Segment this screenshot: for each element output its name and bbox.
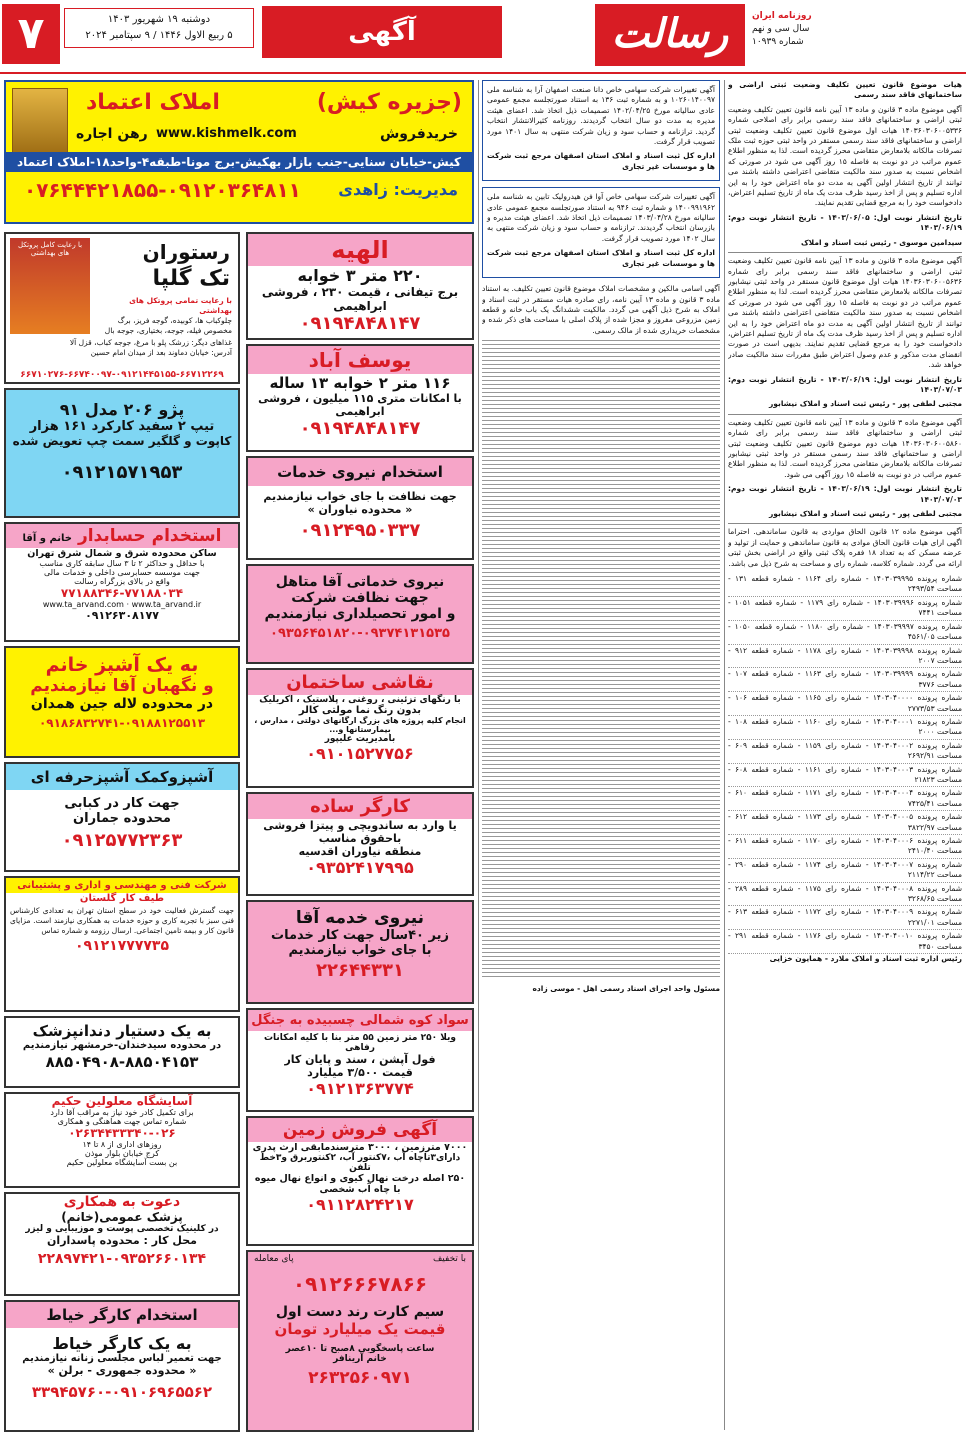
ad-badge: با رعایت کامل پروتکل های بهداشتی — [17, 241, 83, 257]
ad-title: استخدام نیروی خدمات — [248, 458, 472, 486]
ad-servant — [246, 900, 474, 1004]
ad-text: با حداقل و حداکثر ۲ تا ۳ سال سابقه کاری مناسب — [39, 559, 205, 568]
ad-married-worker — [246, 564, 474, 664]
ad-title: (جزیره کیش) — [316, 90, 462, 115]
ad-phone: ۰۹۱۲۶۶۶۷۸۶۶ — [292, 1272, 428, 1296]
ad-text: چلوکباب ها، کوبیده، گوجه فریز، برگ مخصوص فیله، جوجه، بختیاری، جوجه بال — [104, 316, 232, 335]
ad-text: خانم آرینافر — [333, 1354, 387, 1364]
ad-text: « محدوده نیاوران » — [307, 503, 413, 516]
ad-title: پژو ۲۰۶ مدل ۹۱ — [59, 400, 185, 419]
ad-text: پزشک عمومی(خانم) — [61, 1210, 183, 1224]
ad-phone: ۰۲۶۳۴۴۳۳۳۴۰-۰۲۶ — [68, 1126, 176, 1140]
notice-signature: مسئول واحد اجرای اسناد رسمی اهل - موسی زاده — [532, 984, 720, 994]
ad-text: ۱۱۶ متر ۲ خوابه ۱۳ ساله — [269, 374, 451, 392]
ad-doctor — [4, 1192, 240, 1296]
notice-table-row: شماره پرونده ۱۴۰۳۰۴۰۰۰۳ - شماره رای ۱۱۶۱ - شماره قطعه ۶۰۸ - مساحت ۲۱۸۲۳ — [728, 764, 962, 788]
ad-url: www.ta_arvand.ir — [131, 600, 202, 609]
notice-signature: اداره کل ثبت اسناد و املاک استان اصفهان مرجع ثبت شرکت ها و موسسات غیر تجاری — [487, 151, 715, 171]
notice-table-row: شماره پرونده ۱۴۰۳۰۴۰۰۰۷ - شماره رای ۱۱۷۴ - شماره قطعه ۲۹۰ - مساحت ۲۱۱۴/۲۲ — [728, 859, 962, 883]
ad-phone: ۰۹۳۵۲۴۱۷۹۹۵ — [306, 858, 414, 877]
header-rule — [0, 72, 966, 74]
ad-text: محدوده جماران — [73, 811, 171, 826]
ad-villa — [246, 1008, 474, 1112]
ad-url: www.kishmelk.com — [156, 126, 297, 141]
notice-signature: اداره کل ثبت اسناد و املاک استان اصفهان مرجع ثبت شرکت ها و موسسات غیر تجاری — [487, 248, 715, 268]
ad-text: غذاهای دیگر: زرشک پلو با مرغ، جوجه کباب، قزل آلا — [69, 338, 232, 347]
ad-painting — [246, 668, 474, 788]
ad-text: جهت تعمیر لباس مجلسی زنانه نیازمندیم — [22, 1353, 222, 1364]
notice-table-row: شماره پرونده ۱۴۰۳۰۳۹۹۹۹ - شماره رای ۱۱۶۳ - شماره قطعه ۱۰۷ - مساحت ۳۷۷۶ — [728, 668, 962, 692]
ad-title: آگهی فروش زمین — [248, 1118, 472, 1142]
ad-text: با چاه آب شخصی — [319, 1184, 401, 1195]
ad-text: جهت گسترش فعالیت خود در سطح استان تهران به تعدادی کارشناس فنی سبز با تجربه کاری و حوزه خدمات به همکاری نیازمند است. مزایای قانون کار و بیمه تامین اجتماعی. ارسال رزومه و شماره تماس — [10, 906, 234, 935]
ad-text: زیر ۴۰سال جهت کار خدمات — [271, 928, 449, 943]
ad-text: در محدوده سیدخندان-خرمشهر نیازمندیم — [22, 1040, 222, 1051]
ad-address: کیش-خیابان سنایی-جنب بازار بهکیش-برج مونا-طبقه۴-واحد۱۸-املاک اعتماد — [6, 152, 472, 172]
ad-text: رهن اجاره — [76, 126, 148, 142]
ad-text: ۲۵۰ اصله درخت نهال کیوی و انواع نهال میوه — [254, 1173, 466, 1184]
ad-text: کرج خیابان بلوار موذن — [84, 1149, 160, 1158]
ad-title: استخدام کارگر خیاط — [6, 1302, 238, 1328]
ad-text: قیمت یک میلیارد تومان — [274, 1320, 446, 1338]
ad-title: املاک اعتماد — [86, 90, 220, 115]
ad-text: ساکن محدوده شرق و شمال شرق تهران — [27, 548, 217, 559]
company-notices-column — [482, 80, 720, 1430]
notice-body: آگهی تغییرات شرکت سهامی خاص آوا فن هیدرولیک تابین به شناسه ملی ۱۴۰۰۹۹۱۹۶۲ و شماره ثبت ۹۴۶ به استناد صورتجلسه مجمع عمومی عادی سالیانه مورخ ۱۴۰۳/۰۴/۲۸ تصمیمات ذیل اتخاذ شد. اعضای هیئت مدیره و بازرسان انتخاب گردیدند. ترازنامه و حساب سود و زیان شرکت منتهی به سال ۱۴۰۲ مورد تصویب قرار گرفت. — [487, 192, 715, 243]
ad-chef — [4, 646, 240, 758]
brand: روزنامه ایران — [752, 11, 812, 21]
ad-text: دارای۳تاچاه آب ،۷کنتور آب، ۲کنتوربرق و۳خط تلفن — [259, 1153, 461, 1173]
ad-peugeot — [4, 388, 240, 518]
ad-sandwich-worker — [246, 792, 474, 896]
notice-table-row: شماره پرونده ۱۴۰۳۰۴۰۰۰۴ - شماره رای ۱۱۷۱ - شماره قطعه ۶۱۰ - مساحت ۷۴۲۵/۴۱ — [728, 787, 962, 811]
food-photo — [10, 238, 90, 334]
ad-text: و امور تحصیلداری نیازمندیم — [264, 606, 456, 622]
ad-text: بدون رنگ نما مولتی کالر — [298, 705, 422, 716]
company-notice — [482, 187, 720, 278]
ad-title: آشپزوکمک آشپزحرفه ای — [6, 764, 238, 790]
ad-url: www.ta_arvand.com — [42, 600, 124, 609]
ad-tailor — [4, 1300, 240, 1432]
ad-sim-card — [246, 1250, 474, 1432]
ad-phone: ۰۹۱۲۱۵۷۱۹۵۳ — [61, 462, 183, 483]
notice-signature: مجتبی لطفی پور - رئیس ثبت اسناد و املاک نیشابور — [768, 509, 962, 519]
notice-signature: مجتبی لطفی پور - رئیس ثبت اسناد و املاک نیشابور — [768, 399, 962, 409]
date-persian: دوشنبه ۱۹ شهریور ۱۴۰۳ — [107, 14, 211, 25]
notice-body: آگهی موضوع ماده ۳ قانون و ماده ۱۳ آیین نامه قانون تعیین تکلیف وضعیت ثبتی اراضی و ساختمانهای فاقد سند رسمی برابر رای شماره ۱۴۰۳۶۰۳۰۶۰۰۵۶۳۶ هیات اول موضوع قانون مستقر در واحد ثبتی نیشابور تصرفات مالکانه بلامعارض متقاضی محرز گردیده است. لذا به منظور اطلاع عموم مراتب در دو نوبت به فاصله ۱۵ روز آگهی می شود در صورتی که اشخاص نسبت به صدور سند مالکیت متقاضی اعتراضی داشته باشند می توانند از تاریخ انتشار اولین آگهی به مدت دو ماه اعتراض خود را به این اداره تسلیم و پس از اخذ رسید ظرف مدت یک ماه از تاریخ تسلیم اعتراض، دادخواست خود را به مرجع قضایی تقدیم نمایند. بدیهی است در صورت انقضای مدت مذکور و عدم وصول اعتراض طبق مقررات سند مالکیت صادر خواهد شد. — [728, 256, 962, 370]
ad-elahieh — [246, 232, 474, 340]
ad-tech-company — [4, 876, 240, 1012]
ad-phone: ۳۳۹۴۵۷۶۰-۰۹۱۰۶۹۶۵۵۶۲ — [31, 1383, 213, 1401]
ad-title: تک گلپا — [152, 266, 230, 291]
ad-text: شماره تماس جهت هماهنگی و همکاری — [57, 1117, 187, 1126]
ad-text: با جای خواب نیازمندیم — [288, 943, 432, 958]
issue-date — [64, 8, 254, 48]
ad-phone: ۷۷۱۸۸۳۴۶-۷۷۱۸۸۰۳۴ — [60, 586, 184, 600]
ad-title: استخدام حسابدار — [77, 526, 222, 546]
date-other: ۵ ربیع الاول ۱۴۴۶ / ۹ سپتامبر ۲۰۲۴ — [85, 30, 233, 41]
ad-cleaners — [246, 456, 474, 560]
masthead — [0, 0, 966, 75]
building-icon — [12, 88, 68, 158]
ad-text: منطقه نیاوران اقدسیه — [298, 845, 422, 858]
ad-phone: ۰۹۱۲۶۳۰۸۱۷۷ — [85, 609, 159, 622]
notice-table-row: شماره پرونده ۱۴۰۳۰۴۰۰۰۰ - شماره رای ۱۱۶۵ - شماره قطعه ۱۰۶ - مساحت ۲۷۷۳/۵۳ — [728, 692, 962, 716]
notice-table-row: شماره پرونده ۱۴۰۳۰۴۰۰۰۵ - شماره رای ۱۱۷۳ - شماره قطعه ۶۱۲ - مساحت ۳۸۲۲/۹۷ — [728, 811, 962, 835]
ad-text: تیپ ۲ سفید کارکرد ۱۶۱ هزار — [29, 419, 215, 434]
ad-land-sale — [246, 1116, 474, 1246]
ad-text: در کلینیک تخصصی پوست و موزیبایی و لیزر — [25, 1224, 219, 1234]
ad-accountant: استخدام حسابدار خانم و آقا ساکن محدوده شرق و شمال شرق تهران با حداقل و حداکثر ۲ تا ۳ سال سابقه کاری مناسب جهت موسسه حسابرسی داخلی و خدمات مالی واقع در بالای بزرگراه رسالت ۷۷۱۸۸۳۴۶-۷۷۱۸۸۰۳۴ www.ta_arvand.com · www.ta_arvand.ir ۰۹۱۲۶۳۰۸۱۷۷ — [4, 522, 240, 642]
company-notice — [482, 80, 720, 181]
ad-kish-real-estate — [4, 80, 474, 224]
ad-text: جهت نظافت شرکت — [291, 590, 429, 606]
ad-phone: ۰۹۱۲۴۹۵۰۳۳۷ — [299, 520, 421, 541]
ad-text: آدرس: خیابان دماوند بعد از میدان امام حسین — [90, 348, 232, 357]
notice-table-row: شماره پرونده ۱۴۰۳۰۴۰۰۰۶ - شماره رای ۱۱۷۰ - شماره قطعه ۶۱۱ - مساحت ۲۴۱۰/۴۰ — [728, 835, 962, 859]
ad-text: با رنگهای تزئینی ، روغنی ، پلاستیک ، اکریلیک — [259, 695, 461, 705]
ad-tag: پای معامله — [254, 1254, 294, 1264]
notice-table-row: شماره پرونده ۱۴۰۳۰۴۰۰۰۸ - شماره رای ۱۱۷۵ - شماره قطعه ۲۸۹ - مساحت ۳۲۶۸/۶۵ — [728, 883, 962, 907]
notice-table-row: شماره پرونده ۱۴۰۳۰۴۰۰۰۲ - شماره رای ۱۱۵۹ - شماره قطعه ۶۰۹ - مساحت ۲۶۹۲/۹۱ — [728, 740, 962, 764]
notice-body: آگهی اسامی مالکین و مشخصات املاک موضوع قانون تعیین تکلیف. به استناد ماده ۳ قانون و ماده ۱۳ آیین نامه، رای صادره هیات مستقر در ثبت اسناد و املاک به شرح ذیل آگهی می گردد. مالکیت ششدانگ یک باب خانه و قطعه زمین مزروعی مفروز و مجزا شده از پلاک اصلی با مساحت های ذکر شده و مشخصات خریداری شده از مالک رسمی. — [482, 284, 720, 335]
notice-dates: تاریخ انتشار نوبت اول: ۱۴۰۳/۰۶/۱۹ - تاریخ انتشار نوبت دوم: ۱۴۰۳/۰۷/۰۳ — [728, 484, 962, 504]
ad-title: یوسف آباد — [248, 346, 472, 374]
ad-phone: ۰۹۱۹۴۸۴۸۱۴۷ — [299, 313, 421, 334]
ad-text: با امکانات متری ۱۱۵ میلیون ، فروشی — [258, 392, 462, 405]
ad-text: ۷۰۰۰ مترزمین ، ۳۰۰۰ مترسندمابقی ارث پدری — [252, 1142, 468, 1153]
issue-number: شماره ۱۰۹۳۹ — [752, 37, 804, 47]
ad-tag: با تخفیف — [432, 1254, 466, 1264]
section-title: آگهی — [262, 6, 502, 58]
notice-table — [728, 573, 962, 954]
notice-table-row: شماره پرونده ۱۴۰۳۰۳۹۹۹۷ - شماره رای ۱۱۸۰ - شماره قطعه ۱۰۵۰ - مساحت ۴۵۶۱/۰۵ — [728, 621, 962, 645]
notice-dates: تاریخ انتشار نوبت اول: ۱۴۰۳/۰۶/۰۵ - تاریخ انتشار نوبت دوم: ۱۴۰۳/۰۶/۱۹ — [728, 212, 962, 233]
ad-title: شرکت فنی و مهندسی و اداری و پشتیبانی — [6, 878, 238, 893]
ad-text: سیم کارت رند دست اول — [275, 1304, 445, 1320]
ad-text: جهت کار در کبابی — [64, 796, 180, 811]
ad-text: ۲۲۰ متر ۳ خوابه — [297, 266, 423, 285]
ad-text: جهت نظافت با جای خواب نیازمندیم — [263, 490, 457, 503]
ad-phone: ۰۹۱۱۲۸۲۴۲۱۷ — [306, 1195, 414, 1214]
ad-text: بن بست آسایشگاه معلولین حکیم — [66, 1158, 178, 1167]
notice-title: هیات موضوع قانون تعیین تکلیف وضعیت ثبتی اراضی و ساختمانهای فاقد سند رسمی — [728, 80, 962, 100]
notice-table-row: شماره پرونده ۱۴۰۳۰۳۹۹۹۵ - شماره رای ۱۱۶۴ - شماره قطعه ۱۳۱ - مساحت ۲۴۹۳/۵۴ — [728, 573, 962, 597]
notice-fine-print — [482, 340, 720, 980]
notice-table-row: شماره پرونده ۱۴۰۳۰۴۰۰۰۹ - شماره رای ۱۱۷۲ - شماره قطعه ۶۱۳ - مساحت ۲۲۷۱/۰۱ — [728, 906, 962, 930]
notice-table-row: شماره پرونده ۱۴۰۳۰۴۰۰۰۱ - شماره رای ۱۱۶۰ - شماره قطعه ۱۰۸ - مساحت ۲۰۰۰ — [728, 716, 962, 740]
ad-phone: ۰۹۱۰۱۵۲۷۷۵۶ — [306, 744, 414, 763]
ad-title: نقاشی ساختمان — [248, 670, 472, 695]
notice-signature: رئیس اداره ثبت اسناد و املاک ملارد - همایون خزایی — [769, 954, 962, 964]
ad-text: قیمت ۳/۵۰۰ میلیارد — [307, 1066, 413, 1079]
ad-title: نیروی خدماتی آقا متاهل — [275, 574, 445, 590]
notice-body: آگهی موضوع ماده ۳ قانون و ماده ۱۳ آیین نامه قانون تعیین تکلیف وضعیت ثبتی اراضی و ساختمانهای فاقد سند رسمی برابر رای اصلاحی شماره ۱۴۰۳۶۰۳۰۶۰۰۵۳۳۶ هیات اول موضوع قانون تعیین تکلیف وضعیت ثبتی اراضی و ساختمانهای فاقد سند رسمی مستقر در واحد ثبتی حوزه ثبت ملک تصرفات مالکانه بلامعارض متقاضی محرز گردیده است. لذا به منظور اطلاع عموم مراتب در دو نوبت به فاصله ۱۵ روز آگهی می شود در صورتی که اشخاص نسبت به صدور سند مالکیت متقاضی اعتراضی داشته باشند می توانند از تاریخ انتشار اولین آگهی به مدت دو ماه اعتراض خود را به این اداره تسلیم و پس از اخذ رسید ظرف مدت یک ماه از تاریخ تسلیم اعتراض، دادخواست خود را به مرجع قضایی تقدیم نمایند. — [728, 104, 962, 208]
ad-text: بامدیریت علیپور — [324, 734, 396, 744]
ad-text: خریدفروش — [379, 126, 458, 142]
ad-phone: ۶۶۷۱۰۲۷۶-۶۶۷۴۰۰۹۷-۰۹۱۲۱۴۴۵۱۵۵-۶۶۷۱۲۲۶۹ — [20, 370, 224, 380]
ad-text: انجام کلیه پروژه های بزرگ ارگانهای دولتی ، مدارس ، بیمارستانها و... — [254, 716, 466, 734]
ad-text: برج تیفانی ، قیمت ۲۳۰ ، فروشی — [261, 285, 459, 299]
ad-text: محل کار : محدوده پاسداران — [47, 1234, 197, 1247]
ad-text: در محدوده لاله جین همدان — [30, 696, 214, 712]
year-line: سال سی و نهم — [752, 24, 810, 34]
ad-phone: ۲۶۳۲۵۶۰۹۷۱ — [308, 1368, 412, 1388]
ad-title: نیروی خدمه آقا — [295, 908, 425, 928]
ad-text: باحقوق مناسب — [318, 832, 402, 845]
ad-text: به یک کارگر خیاط — [52, 1334, 192, 1353]
notices-column — [728, 80, 962, 1430]
ad-title: رستوران — [142, 240, 230, 264]
ad-tag: خانم و آقا — [22, 533, 73, 544]
column-rule — [478, 80, 479, 1430]
ad-phone: ۰۹۱۲۱۳۶۳۷۷۴ — [306, 1079, 414, 1098]
ad-text: « محدوده جمهوری - برلن » — [47, 1364, 197, 1377]
ad-title: به یک دستیار دندانپزشک — [32, 1022, 212, 1040]
ad-kebab-chef — [4, 762, 240, 872]
notice-body: آگهی تغییرات شرکت سهامی خاص دانا صنعت اصفهان آرا به شناسه ملی ۱۰۲۶۰۱۴۰۰۹۷ و به شماره ثبت ۱۳۶ به استناد صورتجلسه مجمع عمومی عادی سالیانه مورخ ۱۴۰۲/۰۴/۲۵ تصمیمات ذیل اتخاذ شد. اعضای هیئت مدیره به مدت دو سال انتخاب گردیدند. روزنامه کثیرالانتشار انتخاب گردید. ترازنامه و حساب سود و زیان شرکت منتهی به سال ۱۴۰۱ مورد تصویب قرار گرفت. — [487, 85, 715, 147]
ad-text: ابراهیمی — [335, 405, 385, 418]
ad-title: کارگر ساده — [248, 794, 472, 819]
column-rule — [724, 80, 725, 1430]
ad-restaurant — [4, 232, 240, 384]
ad-text: ویلا ۲۵۰ متر زمین ۵۵ متر بنا با کلیه امکانات رفاهی — [263, 1033, 457, 1053]
newspaper-logo: رسالت — [595, 4, 745, 66]
ad-text: ساعت پاسخگویی ۸صبح تا ۱۰عصر — [285, 1344, 435, 1354]
ad-title: الهیه — [248, 234, 472, 266]
ad-text: برای تکمیل کادر خود نیاز به مراقب آقا دارد — [50, 1108, 194, 1117]
page-number: ۷ — [2, 4, 60, 64]
ad-phone: ۲۲۶۴۴۳۳۱ — [316, 960, 404, 981]
ad-text: کاپوت و گلگیر سمت چپ تعویض شده — [12, 434, 232, 448]
ad-title: آسایشگاه معلولین حکیم — [51, 1094, 193, 1108]
notice-signature: سیدامین موسوی - رئیس ثبت اسناد و املاک — [800, 237, 962, 247]
ad-phone: ۰۹۱۹۴۸۴۸۱۴۷ — [299, 418, 421, 439]
ad-yousefabad — [246, 344, 474, 452]
issue-meta — [752, 10, 962, 49]
ad-phone: ۰۹۱۸۶۸۳۲۷۴۱-۰۹۱۸۸۱۲۵۵۱۳ — [38, 716, 206, 730]
ad-text: واقع در بالای بزرگراه رسالت — [74, 577, 170, 586]
notice-dates: تاریخ انتشار نوبت اول: ۱۴۰۳/۰۶/۱۹ - تاریخ انتشار نوبت دوم: ۱۴۰۳/۰۷/۰۳ — [728, 374, 962, 394]
ad-title: طیف کار گلستان — [79, 893, 165, 904]
ad-manager: مدیریت: زاهدی — [338, 180, 458, 199]
ad-text: و نگهبان آقا نیازمندیم — [30, 676, 214, 696]
ad-title: دعوت به همکاری — [63, 1194, 181, 1210]
ad-text: فول آپشن ، سند و پایان کار — [284, 1053, 436, 1066]
notice-table-row: شماره پرونده ۱۴۰۳۰۳۹۹۹۸ - شماره رای ۱۱۷۸ - شماره قطعه ۹۱۲ - مساحت ۲۰۰۷ — [728, 645, 962, 669]
notice-table-row: شماره پرونده ۱۴۰۳۰۳۹۹۹۶ - شماره رای ۱۱۷۹ - شماره قطعه ۱۰۵۱ - مساحت ۷۴۴۱ — [728, 597, 962, 621]
notice-table-row: شماره پرونده ۱۴۰۳۰۴۰۰۱۰ - شماره رای ۱۱۷۶ - شماره قطعه ۲۹۱ - مساحت ۳۴۵۰ — [728, 930, 962, 954]
ad-text: یا وارد به ساندویچی و پیتزا فروشی — [263, 819, 457, 832]
ad-phone: ۸۸۵۰۴۹۰۸-۸۸۵۰۴۱۵۳ — [45, 1053, 199, 1071]
ad-text: ابراهیمی — [333, 299, 387, 313]
ad-phone: ۰۷۶۴۴۴۲۱۸۵۵-۰۹۱۲۰۳۶۴۸۱۱ — [24, 178, 301, 202]
ad-phone: ۰۹۱۲۵۷۷۲۳۶۳ — [61, 830, 183, 851]
ad-text: روزهای اداری از ۸ تا ۱۴ — [82, 1140, 162, 1149]
notice-body: آگهی موضوع ماده ۱۲ قانون الحاق مواردی به قانون ساماندهی. احتراما اگهی ارای هیات قانون الحاق موادی به قانون ساماندهی و حمایت از تولید و عرضه مسکن که به تعداد ۱۸ فقره پلاک ثبتی واقع در اراضی بخش ثبتی ارائه می گردد. شماره کلاسه، شماره رای و مساحت به شرح ذیل می باشد. — [728, 527, 962, 568]
notice-body: آگهی موضوع ماده ۳ قانون و ماده ۱۳ آیین نامه قانون تعیین تکلیف وضعیت ثبتی اراضی و ساختمانهای فاقد سند رسمی برابر رای شماره ۱۴۰۳۶۰۳۰۶۰۰۵۸۶۰ هیات دوم موضوع قانون تعیین تکلیف وضعیت ثبتی اراضی و ساختمانهای فاقد سند رسمی مستقر در واحد ثبتی نیشابور تصرفات مالکانه بلامعارض متقاضی محرز گردیده است. لذا به منظور اطلاع عموم مراتب در دو نوبت به فاصله ۱۵ روز آگهی می شود. — [728, 417, 962, 479]
ad-nursing-home — [4, 1092, 240, 1188]
ad-text: با رعایت تمامی پروتکل های بهداشتی — [129, 296, 232, 315]
ad-title: سواد کوه شمالی چسبیده به جنگل — [248, 1010, 472, 1031]
ad-title: به یک آشپز خانم — [45, 654, 199, 676]
ad-text: جهت موسسه حسابرسی داخلی و خدمات مالی — [44, 568, 200, 577]
ad-phone: ۲۲۸۹۷۴۲۱-۰۹۳۵۲۶۶۰۱۳۴ — [37, 1251, 207, 1267]
ad-dental-assistant — [4, 1016, 240, 1088]
ad-phone: ۰۹۳۵۶۴۵۱۸۲۰-۰۹۳۷۴۱۳۱۵۳۵ — [270, 626, 450, 641]
ad-phone: ۰۹۱۲۱۷۷۷۷۳۵ — [75, 938, 169, 954]
